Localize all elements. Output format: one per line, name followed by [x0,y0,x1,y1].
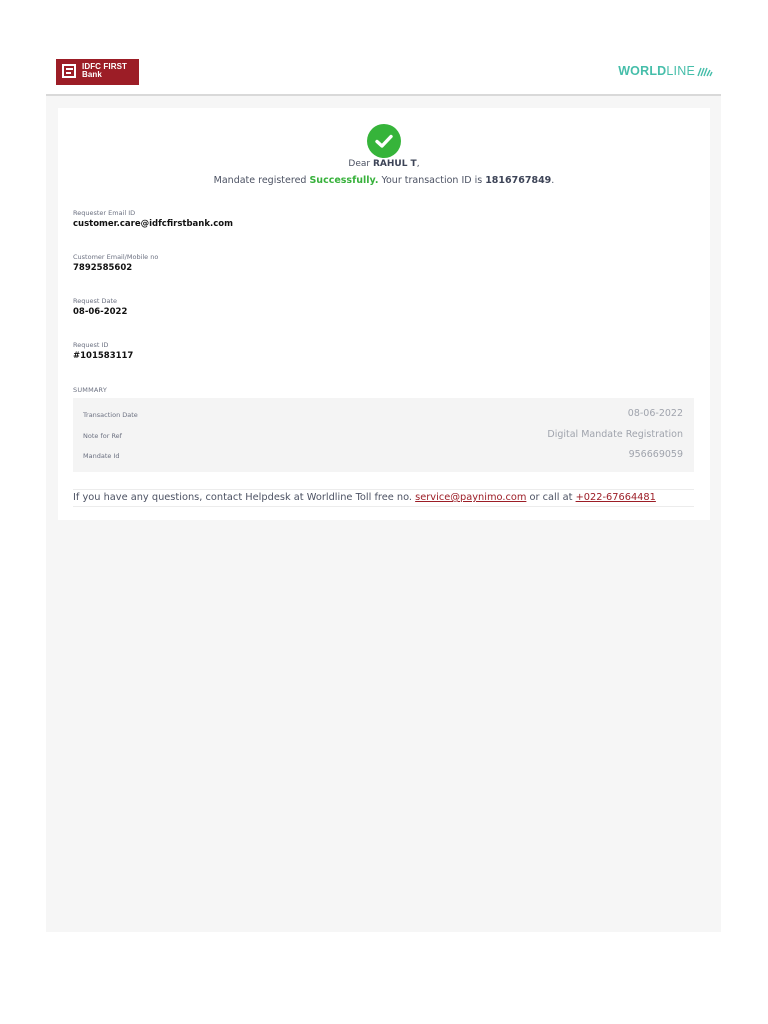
worldline-waves-icon [697,66,713,77]
mandate-receipt-page [46,44,721,932]
summary-key: Transaction Date [83,411,138,419]
field-value: customer.care@idfcfirstbank.com [73,219,233,229]
requester-email-field [73,209,233,229]
field-label: Requester Email ID [73,209,136,217]
success-text: Successfully. [309,175,379,186]
help-middle: or call at [526,492,576,503]
worldline-logo-light: LINE [666,64,695,78]
worldline-logo [618,64,713,78]
summary-key: Note for Ref [83,432,122,440]
bank-logo-mark-icon [62,64,76,78]
greeting-prefix: Dear [348,159,373,169]
summary-value: 08-06-2022 [627,408,683,419]
request-date-field [73,297,127,317]
field-value: 7892585602 [73,263,133,273]
status-prefix: Mandate registered [213,175,310,186]
summary-table [73,398,694,472]
support-email-link[interactable]: service@paynimo.com [415,492,527,503]
worldline-logo-bold: WORLD [618,64,667,78]
status-suffix: . [551,175,555,186]
confirmation-card [58,108,710,520]
greeting-suffix: , [416,159,420,169]
field-value: 08-06-2022 [73,307,128,317]
field-label: Request Date [73,297,118,305]
summary-key: Mandate Id [83,452,120,460]
transaction-id: 1816767849 [485,175,552,186]
idfc-first-bank-logo [56,59,139,85]
help-prefix: If you have any questions, contact Helpdesk at Worldline Toll free no. [73,492,416,503]
customer-name: RAHUL T [372,159,417,169]
summary-value: Digital Mandate Registration [547,429,683,440]
field-label: Customer Email/Mobile no [73,253,159,261]
summary-heading: SUMMARY [73,386,108,394]
request-id-field [73,341,133,361]
bank-logo-text: IDFC FIRST Bank [82,62,127,79]
header-bar [46,44,721,96]
helpdesk-note [73,489,694,507]
customer-contact-field [73,253,158,273]
status-middle: Your transaction ID is [378,175,486,186]
summary-value: 956669059 [628,449,683,460]
greeting-line [58,159,710,169]
support-phone-link[interactable]: +022-67664481 [575,492,656,503]
status-message [58,175,710,186]
field-value: #101583117 [73,351,134,361]
field-label: Request ID [73,341,109,349]
check-circle-icon [367,124,401,158]
